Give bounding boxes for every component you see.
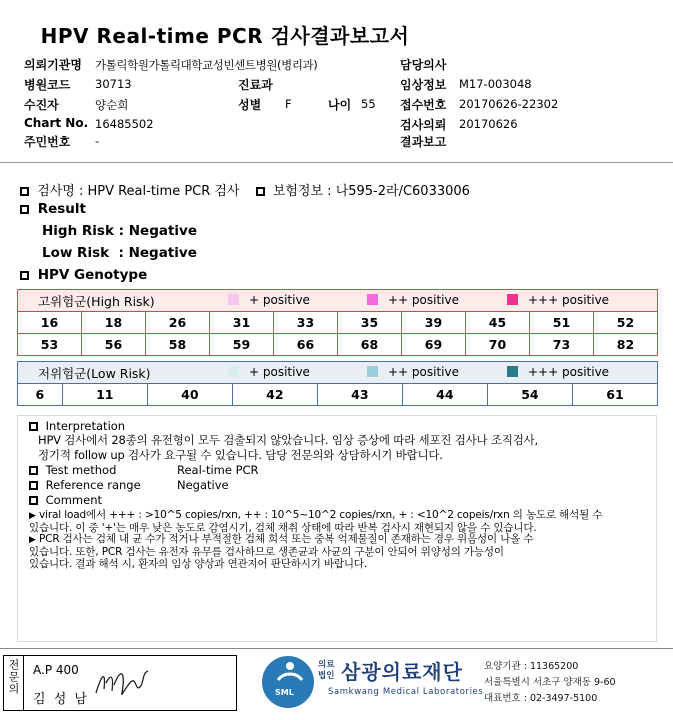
genotype-heading-row — [20, 267, 147, 283]
genotype-cell: 11 — [62, 384, 147, 406]
interpretation-line-2: 정기적 follow up 검사가 요구될 수 있습니다. 담당 전문의와 상담하시기 바랍니다. — [38, 448, 443, 462]
header-label-report-date: 결과보고 — [400, 135, 447, 149]
comment-p1-line1: viral load에서 +++ : >10^5 copies/rxn, ++ : 10^5~10^2 copies/rxn, + : <10^2 copeis/rxn 의 농도로 해석될 수 — [38, 509, 603, 521]
legend-label: +++ positive — [528, 365, 610, 379]
genotype-cell: 35 — [338, 312, 402, 334]
high-risk-legend-plus3 — [507, 293, 609, 307]
reference-range-row — [29, 478, 141, 492]
test-method-row — [29, 463, 116, 477]
header-label-sex: 성별 — [238, 98, 262, 112]
logo-figure-icon — [270, 660, 310, 690]
genotype-cell: 43 — [317, 384, 402, 406]
header-value-institution: 가톨릭학원가톨릭대학교성빈센트병원(병리과) — [95, 58, 318, 72]
genotype-cell: 31 — [210, 312, 274, 334]
comment-p1-line2: 있습니다. 이 중 '+'는 매우 낮은 농도로 감염시기, 검체 채취 상태에 따라 반복 검사시 재현되지 않을 수 있습니다. — [29, 522, 537, 534]
report-title: HPV Real-time PCR 검사결과보고서 — [40, 24, 410, 48]
footer-divider — [0, 648, 673, 649]
header-value-chart-no: 16485502 — [95, 117, 154, 131]
low-risk-legend-plus — [228, 365, 310, 379]
bullet-square-icon — [20, 187, 29, 196]
signature-image — [92, 663, 152, 703]
genotype-cell: 16 — [18, 312, 82, 334]
org-phone: 대표번호 : 02-3497-5100 — [484, 693, 598, 704]
header-label-resident-no: 주민번호 — [24, 135, 71, 149]
logo-sml-text: SML — [275, 688, 294, 697]
header-label-hospital-code: 병원코드 — [24, 78, 71, 92]
test-method-label: Test method — [45, 463, 117, 477]
legend-label: +++ positive — [528, 293, 610, 307]
header-label-institution: 의뢰기관명 — [24, 58, 82, 72]
org-prefix-2: 법인 — [318, 671, 335, 681]
header-label-clinical-info: 임상정보 — [400, 78, 447, 92]
test-method-value: Real-time PCR — [177, 463, 259, 477]
header-label-department: 진료과 — [238, 78, 273, 92]
result-low-risk: Low Risk : Negative — [42, 245, 197, 261]
interpretation-line-1: HPV 검사에서 28종의 유전형이 모두 검출되지 않았습니다. 임상 증상에 따라 세포진 검사나 조직검사, — [38, 433, 538, 447]
legend-swatch-icon — [228, 294, 239, 305]
genotype-cell: 45 — [466, 312, 530, 334]
comment-heading: Comment — [45, 493, 102, 507]
genotype-cell: 59 — [210, 334, 274, 356]
header-value-receipt-no: 20170626-22302 — [459, 97, 559, 111]
legend-label: + positive — [249, 365, 310, 379]
header-value-age: 55 — [361, 97, 376, 111]
header-value-sex: F — [285, 97, 292, 111]
specialist-code: A.P 400 — [33, 663, 79, 677]
genotype-cell: 61 — [572, 384, 657, 406]
legend-label: ++ positive — [388, 293, 459, 307]
org-name: 삼광의료재단 — [341, 660, 463, 684]
legend-label: + positive — [249, 293, 310, 307]
genotype-cell: 39 — [402, 312, 466, 334]
org-english-name: Samkwang Medical Laboratories — [328, 687, 484, 697]
genotype-cell: 44 — [402, 384, 487, 406]
bullet-square-icon — [29, 422, 38, 431]
legend-label: ++ positive — [388, 365, 459, 379]
header-value-request-date: 20170626 — [459, 117, 518, 131]
header-value-clinical-info: M17-003048 — [459, 77, 532, 91]
bullet-square-icon — [20, 271, 29, 280]
header-label-doctor: 담당의사 — [400, 58, 447, 72]
comment-heading-row — [29, 493, 102, 507]
result-heading-row — [20, 201, 86, 217]
legend-swatch-icon — [367, 366, 378, 377]
genotype-cell: 42 — [232, 384, 317, 406]
genotype-cell: 66 — [274, 334, 338, 356]
high-risk-legend-plus — [228, 293, 310, 307]
triangle-bullet-icon: ▶ — [29, 511, 36, 521]
interpretation-heading: Interpretation — [45, 419, 126, 433]
interpretation-heading-row — [29, 419, 125, 433]
comment-p2-line2: 있습니다. 또한, PCR 검사는 유전자 유무를 검사하므로 생존균과 사균의 구분이 안되어 위양성의 가능성이 — [29, 546, 504, 558]
genotype-cell: 82 — [594, 334, 658, 356]
legend-swatch-icon — [228, 366, 239, 377]
test-name-row — [20, 180, 470, 199]
genotype-cell: 58 — [146, 334, 210, 356]
genotype-cell: 18 — [82, 312, 146, 334]
bullet-square-icon — [29, 466, 38, 475]
low-risk-label: 저위험군(Low Risk) — [38, 365, 151, 381]
comment-paragraph-1 — [29, 509, 654, 534]
comment-p2-line1: PCR 검사는 검체 내 균 수가 적거나 부적절한 검체 희석 또는 중복 억제물질이 존재하는 경우 위음성이 나올 수 — [38, 533, 534, 545]
header-value-patient: 양순희 — [95, 98, 129, 112]
triangle-bullet-icon: ▶ — [29, 535, 36, 545]
header-value-resident-no: - — [95, 134, 100, 148]
specialist-side-label — [3, 655, 24, 711]
genotype-cell: 68 — [338, 334, 402, 356]
low-risk-legend-plus3 — [507, 365, 609, 379]
header-value-hospital-code: 30713 — [95, 77, 132, 91]
legend-swatch-icon — [507, 294, 518, 305]
genotype-cell: 40 — [147, 384, 232, 406]
specialist-name: 김 성 남 — [33, 692, 89, 707]
comment-p2-line3: 있습니다. 결과 해석 시, 환자의 임상 양상과 연관지어 판단하시기 바랍니다. — [29, 558, 368, 570]
header-label-age: 나이 — [328, 98, 352, 112]
genotype-heading: HPV Genotype — [37, 267, 148, 283]
genotype-cell: 56 — [82, 334, 146, 356]
test-name: 검사명 : HPV Real-time PCR 검사 — [37, 184, 240, 199]
bullet-square-icon — [20, 205, 29, 214]
legend-swatch-icon — [507, 366, 518, 377]
high-risk-label: 고위험군(High Risk) — [38, 293, 155, 309]
header-label-chart-no: Chart No. — [24, 116, 89, 130]
legend-swatch-icon — [367, 294, 378, 305]
org-contact — [484, 659, 616, 707]
genotype-cell: 53 — [18, 334, 82, 356]
insurance-info: 보험정보 : 나595-2라/C6033006 — [272, 184, 470, 199]
genotype-cell: 6 — [18, 384, 63, 406]
org-prefix — [318, 660, 334, 682]
genotype-cell: 70 — [466, 334, 530, 356]
org-address: 서울특별시 서초구 양재동 9-60 — [484, 677, 616, 688]
genotype-cell: 73 — [530, 334, 594, 356]
header-divider — [0, 162, 673, 163]
header-label-request-date: 검사의뢰 — [400, 118, 447, 132]
high-risk-legend-plus2 — [367, 293, 459, 307]
low-risk-legend-plus2 — [367, 365, 459, 379]
result-high-risk: High Risk : Negative — [42, 223, 197, 239]
comment-paragraph-2 — [29, 533, 654, 570]
genotype-cell: 33 — [274, 312, 338, 334]
genotype-cell: 69 — [402, 334, 466, 356]
reference-range-value: Negative — [177, 478, 229, 492]
genotype-cell: 51 — [530, 312, 594, 334]
reference-range-label: Reference range — [45, 478, 141, 492]
bullet-square-icon — [29, 481, 38, 490]
specialist-label: 전문의 — [7, 659, 20, 695]
genotype-cell: 26 — [146, 312, 210, 334]
genotype-cell: 52 — [594, 312, 658, 334]
header-label-receipt-no: 접수번호 — [400, 98, 447, 112]
org-prefix-1: 의료 — [318, 660, 335, 670]
org-institution-code: 요양기관 : 11365200 — [484, 661, 579, 672]
genotype-cell: 54 — [487, 384, 572, 406]
result-heading: Result — [37, 201, 86, 217]
header-label-patient: 수진자 — [24, 98, 59, 112]
bullet-square-icon — [256, 187, 265, 196]
bullet-square-icon — [29, 496, 38, 505]
